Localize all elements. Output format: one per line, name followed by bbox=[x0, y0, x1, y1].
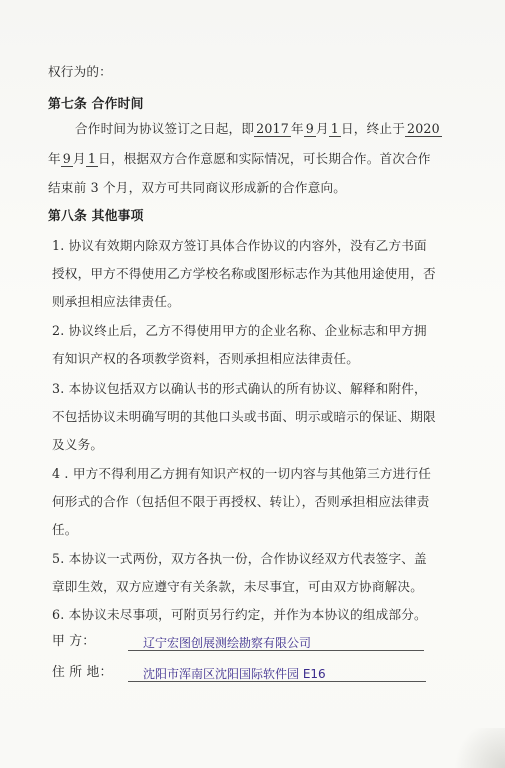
end-month: 9 bbox=[62, 151, 72, 166]
fragment-text: 权行为的： bbox=[48, 64, 112, 79]
article-8-item-2-line-1: 2. 协议终止后，乙方不得使用甲方的企业名称、企业标志和甲方拥 bbox=[52, 323, 427, 338]
party-a-label: 甲 方： bbox=[52, 634, 96, 649]
text-segment: 月 bbox=[73, 151, 86, 166]
end-year: 2020 bbox=[406, 121, 440, 136]
article-8-item-3-line-3: 及义务。 bbox=[52, 437, 104, 452]
article-8-item-4-line-2: 何形式的合作（包括但不限于再授权、转让），否则承担相应法律责 bbox=[52, 494, 430, 509]
start-year: 2017 bbox=[256, 121, 289, 136]
article-8-item-1-line-1: 1. 协议有效期内除双方签订具体合作协议的内容外，没有乙方书面 bbox=[52, 238, 427, 253]
party-a-value: 辽宁宏图创展测绘勘察有限公司 bbox=[143, 636, 312, 650]
page-shadow bbox=[445, 728, 505, 768]
article-8-item-5-line-1: 5. 本协议一式两份，双方各执一份，合作协议经双方代表签字、盖 bbox=[52, 551, 427, 566]
article-7-line-2 bbox=[48, 151, 431, 167]
start-day: 1 bbox=[330, 121, 340, 136]
end-day: 1 bbox=[87, 151, 97, 166]
article-8-item-4-line-1: 4 . 甲方不得利用乙方拥有知识产权的一切内容与其他第三方进行任 bbox=[52, 466, 432, 481]
text-segment: 日，终止于 bbox=[341, 121, 405, 136]
text-segment: 年 bbox=[290, 121, 304, 136]
article-7-line-1 bbox=[75, 121, 442, 137]
address-value: 沈阳市浑南区沈阳国际软件园 E16 bbox=[143, 667, 326, 681]
article-7-heading: 第七条 合作时间 bbox=[48, 97, 144, 112]
text-segment: 合作时间为协议签订之日起，即 bbox=[75, 121, 255, 136]
article-8-item-1-line-3: 则承担相应法律责任。 bbox=[52, 294, 180, 309]
text-segment: 年 bbox=[48, 151, 61, 166]
article-8-item-2-line-2: 有知识产权的各项教学资料，否则承担相应法律责任。 bbox=[52, 351, 360, 366]
start-month: 9 bbox=[305, 121, 314, 136]
address-label: 住 所 地： bbox=[52, 665, 113, 680]
article-8-item-3-line-1: 3. 本协议包括双方以确认书的形式确认的所有协议、解释和附件， bbox=[52, 381, 427, 396]
article-8-item-1-line-2: 授权，甲方不得使用乙方学校名称或图形标志作为其他用途使用，否 bbox=[52, 266, 436, 281]
article-8-item-5-line-2: 章即生效，双方应遵守有关条款，未尽事宜，可由双方协商解决。 bbox=[52, 579, 424, 594]
article-8-heading: 第八条 其他事项 bbox=[48, 209, 144, 224]
article-7-line-3: 结束前 3 个月，双方可共同商议形成新的合作意向。 bbox=[48, 180, 347, 195]
article-8-item-3-line-2: 不包括协议未明确写明的其他口头或书面、明示或暗示的保证、期限 bbox=[52, 409, 436, 424]
text-segment: 月 bbox=[316, 121, 329, 136]
article-8-item-6-line-1: 6. 本协议未尽事项，可附页另行约定，并作为本协议的组成部分。 bbox=[52, 607, 427, 622]
text-segment: 日，根据双方合作意愿和实际情况，可长期合作。首次合作 bbox=[98, 151, 431, 166]
article-8-item-4-line-3: 任。 bbox=[52, 522, 78, 537]
